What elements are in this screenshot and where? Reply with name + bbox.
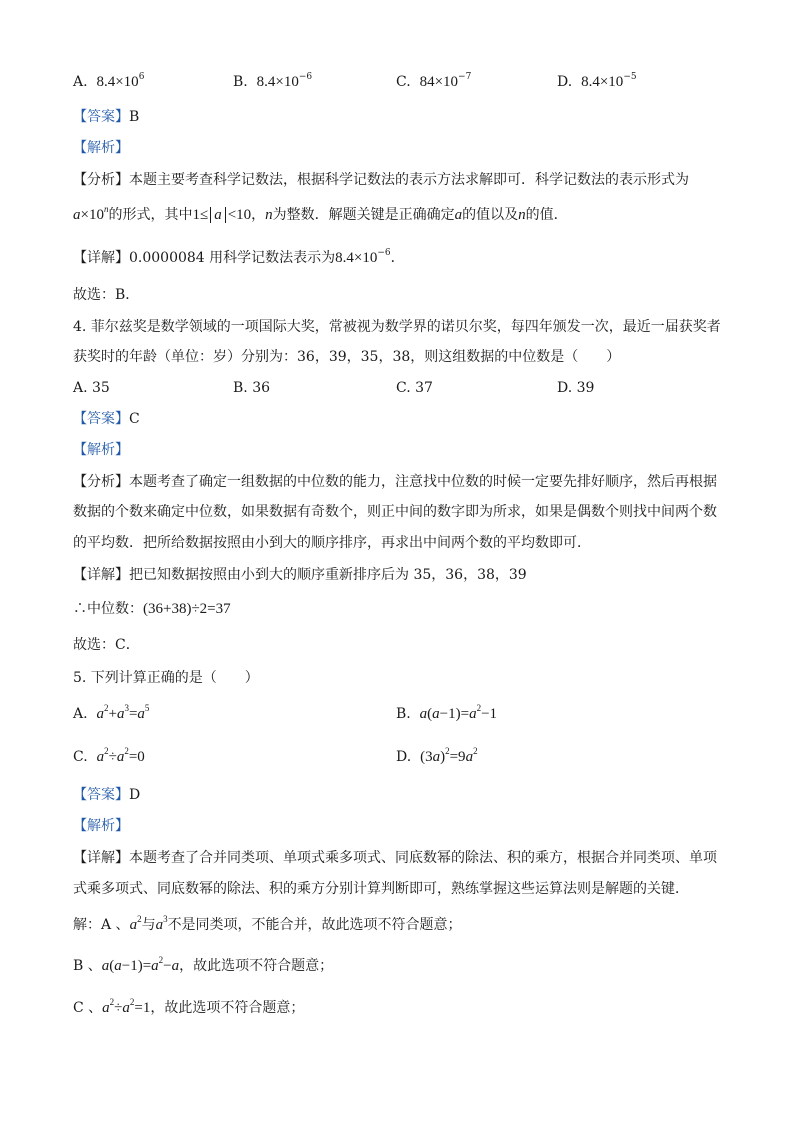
q3-option-d — [557, 72, 637, 92]
answer-value: D — [129, 787, 141, 803]
jie-text: 与 — [141, 917, 156, 933]
q5-jie-c — [73, 998, 304, 1018]
math-a3: $a^3$ — [155, 914, 168, 933]
math-expr: $a^2\div a^2=1$ — [102, 997, 151, 1016]
option-exponent: −6 — [298, 72, 313, 82]
q3-option-c — [396, 72, 471, 92]
math-a: a — [454, 207, 463, 223]
median-label: ∴中位数： — [73, 601, 143, 617]
q4-median — [73, 599, 231, 619]
option-label: C. — [73, 749, 88, 765]
fenxi-text: 的形式，其中 — [108, 207, 193, 223]
option-label: D. — [557, 74, 573, 90]
math-a: a — [73, 207, 81, 223]
q5-xiangjie-line-1 — [73, 848, 717, 868]
xiangjie-text: 把已知数据按照由小到大的顺序重新排序后为 35，36，38，39 — [129, 567, 527, 583]
q4-option-d — [557, 378, 594, 398]
option-label: C. — [396, 380, 411, 396]
q4-option-a — [73, 378, 110, 398]
q3-jiexi — [73, 138, 129, 158]
jiexi-tag: 【解析】 — [73, 442, 129, 458]
period: ． — [390, 250, 405, 266]
q5-option-d — [396, 747, 478, 767]
q5-stem — [73, 668, 259, 688]
math-ineq-right: <10 — [227, 207, 252, 223]
math-n: n — [518, 207, 526, 223]
xiangjie-tag: 【详解】 — [73, 250, 129, 266]
jiexi-tag: 【解析】 — [73, 818, 129, 834]
q5-option-b — [396, 704, 497, 724]
stem-text: 5. 下列计算正确的是（ ） — [73, 670, 259, 686]
q5-jie-a — [73, 915, 462, 935]
xiangjie-tag: 【详解】 — [73, 567, 129, 583]
answer-tag: 【答案】 — [73, 787, 129, 803]
guxuan-text: 故选：C． — [73, 637, 140, 653]
fenxi-text: 的值以及 — [462, 207, 519, 223]
q3-option-a — [73, 72, 144, 92]
fenxi-text: 为整数．解题关键是正确确定 — [272, 207, 455, 223]
q5-xiangjie-line-2 — [73, 879, 689, 899]
fenxi-tag: 【分析】 — [73, 172, 129, 188]
option-label: D. — [557, 380, 573, 396]
q3-option-b — [233, 72, 312, 92]
q3-fenxi-line-2 — [73, 205, 568, 225]
option-label: D. — [396, 749, 412, 765]
option-math: $a(a-1)=a^2-1$ — [419, 703, 498, 722]
option-mantissa: 84×10 — [419, 74, 459, 90]
option-exponent: −7 — [458, 72, 472, 82]
jie-text: B 、 — [73, 958, 102, 974]
option-mantissa: 8.4×10 — [256, 74, 299, 90]
median-expression: (36+38)÷2=37 — [143, 601, 231, 617]
q5-answer — [73, 785, 140, 805]
option-text: 35 — [92, 380, 110, 396]
q4-xiangjie — [73, 565, 527, 585]
option-label: A. — [73, 380, 88, 396]
option-label: A. — [73, 74, 88, 90]
math-exp-n: n — [103, 204, 109, 214]
fenxi-text: 的平均数．把所给数据按照由小到大的顺序排序，再求出中间两个数的平均数即可． — [73, 535, 591, 551]
jie-text: 不是同类项，不能合并，故此选项不符合题意； — [167, 917, 462, 933]
option-math: $a^2\div a^2=0$ — [96, 746, 145, 765]
math-exponent: −6 — [377, 248, 391, 258]
q5-option-a — [73, 704, 149, 724]
xiangjie-text: 式乘多项式、同底数幂的除法、积的乘方分别计算判断即可，熟练掌握这些运算法则是解题的关键． — [73, 881, 689, 897]
fenxi-text: 本题主要考查科学记数法，根据科学记数法的表示方法求解即可．科学记数法的表示形式为 — [129, 172, 689, 188]
q4-stem-line-1 — [73, 317, 721, 337]
option-exponent: −5 — [623, 72, 637, 82]
q4-option-c — [396, 378, 433, 398]
option-text: 39 — [576, 380, 595, 396]
q5-option-c — [73, 747, 145, 767]
option-mantissa: 8.4×10 — [96, 74, 139, 90]
xiangjie-text: 0.0000084 用科学记数法表示为 — [129, 250, 336, 266]
jie-text: ，故此选项不符合题意； — [150, 1000, 305, 1016]
math-a2: $a^2$ — [129, 914, 142, 933]
q4-stem-line-2 — [73, 347, 620, 367]
fenxi-tag: 【分析】 — [73, 474, 129, 490]
option-math: $a^2+a^3=a^5$ — [96, 703, 150, 722]
fenxi-text: 数据的个数来确定中位数，如果数据有奇数个，则正中间的数字即为所求，如果是偶数个则找中间两个数 — [73, 504, 717, 520]
option-text: 36 — [252, 380, 271, 396]
q3-answer — [73, 107, 139, 127]
q4-jiexi — [73, 440, 129, 460]
option-label: C. — [396, 74, 411, 90]
fenxi-text: 的值． — [525, 207, 568, 223]
q4-guxuan — [73, 635, 140, 655]
abs-value — [210, 207, 226, 223]
jie-text: C 、 — [73, 1000, 103, 1016]
option-label: B. — [396, 706, 411, 722]
xiangjie-text: 本题考查了合并同类项、单项式乘多项式、同底数幂的除法、积的乘方，根据合并同类项、单项 — [129, 850, 717, 866]
option-exponent: 6 — [138, 72, 145, 82]
q3-guxuan — [73, 285, 139, 305]
answer-value: B — [129, 109, 140, 125]
xiangjie-tag: 【详解】 — [73, 850, 129, 866]
jie-text: 解：A 、 — [73, 917, 130, 933]
q5-jie-b — [73, 956, 333, 976]
q4-answer — [73, 409, 140, 429]
option-label: A. — [73, 706, 88, 722]
answer-tag: 【答案】 — [73, 411, 129, 427]
q4-fenxi-line-3 — [73, 533, 591, 553]
comma: ， — [251, 207, 266, 223]
q4-option-b — [233, 378, 270, 398]
math-times-ten: ×10 — [80, 207, 104, 223]
jie-text: ，故此选项不符合题意； — [179, 958, 334, 974]
option-mantissa: 8.4×10 — [581, 74, 624, 90]
q4-fenxi-line-2 — [73, 502, 717, 522]
math-a: a — [214, 207, 222, 223]
option-text: 37 — [415, 380, 433, 396]
answer-tag: 【答案】 — [73, 109, 129, 125]
jiexi-tag: 【解析】 — [73, 140, 129, 156]
answer-value: C — [129, 411, 140, 427]
option-label: B. — [233, 74, 248, 90]
q5-jiexi — [73, 816, 129, 836]
q3-xiangjie — [73, 248, 405, 268]
stem-text: 4. 菲尔兹奖是数学领域的一项国际大奖，常被视为数学界的诺贝尔奖，每四年颁发一次，最近一届获奖者 — [73, 319, 721, 335]
option-label: B. — [233, 380, 248, 396]
math-ineq-left: 1≤ — [192, 207, 209, 223]
fenxi-text: 本题考查了确定一组数据的中位数的能力，注意找中位数的时候一定要先排好顺序，然后再根据 — [129, 474, 717, 490]
math-expr: $a(a-1)=a^2-a$ — [101, 955, 180, 974]
stem-text: 获奖时的年龄（单位：岁）分别为：36，39，35，38，则这组数据的中位数是（ ） — [73, 349, 621, 365]
q4-fenxi-line-1 — [73, 472, 717, 492]
q3-fenxi-line-1 — [73, 170, 689, 190]
math-value: 8.4×10 — [335, 250, 378, 266]
math-n: n — [265, 207, 273, 223]
option-math: $(3a)^2=9a^2$ — [420, 746, 478, 765]
guxuan-text: 故选：B． — [73, 287, 140, 303]
